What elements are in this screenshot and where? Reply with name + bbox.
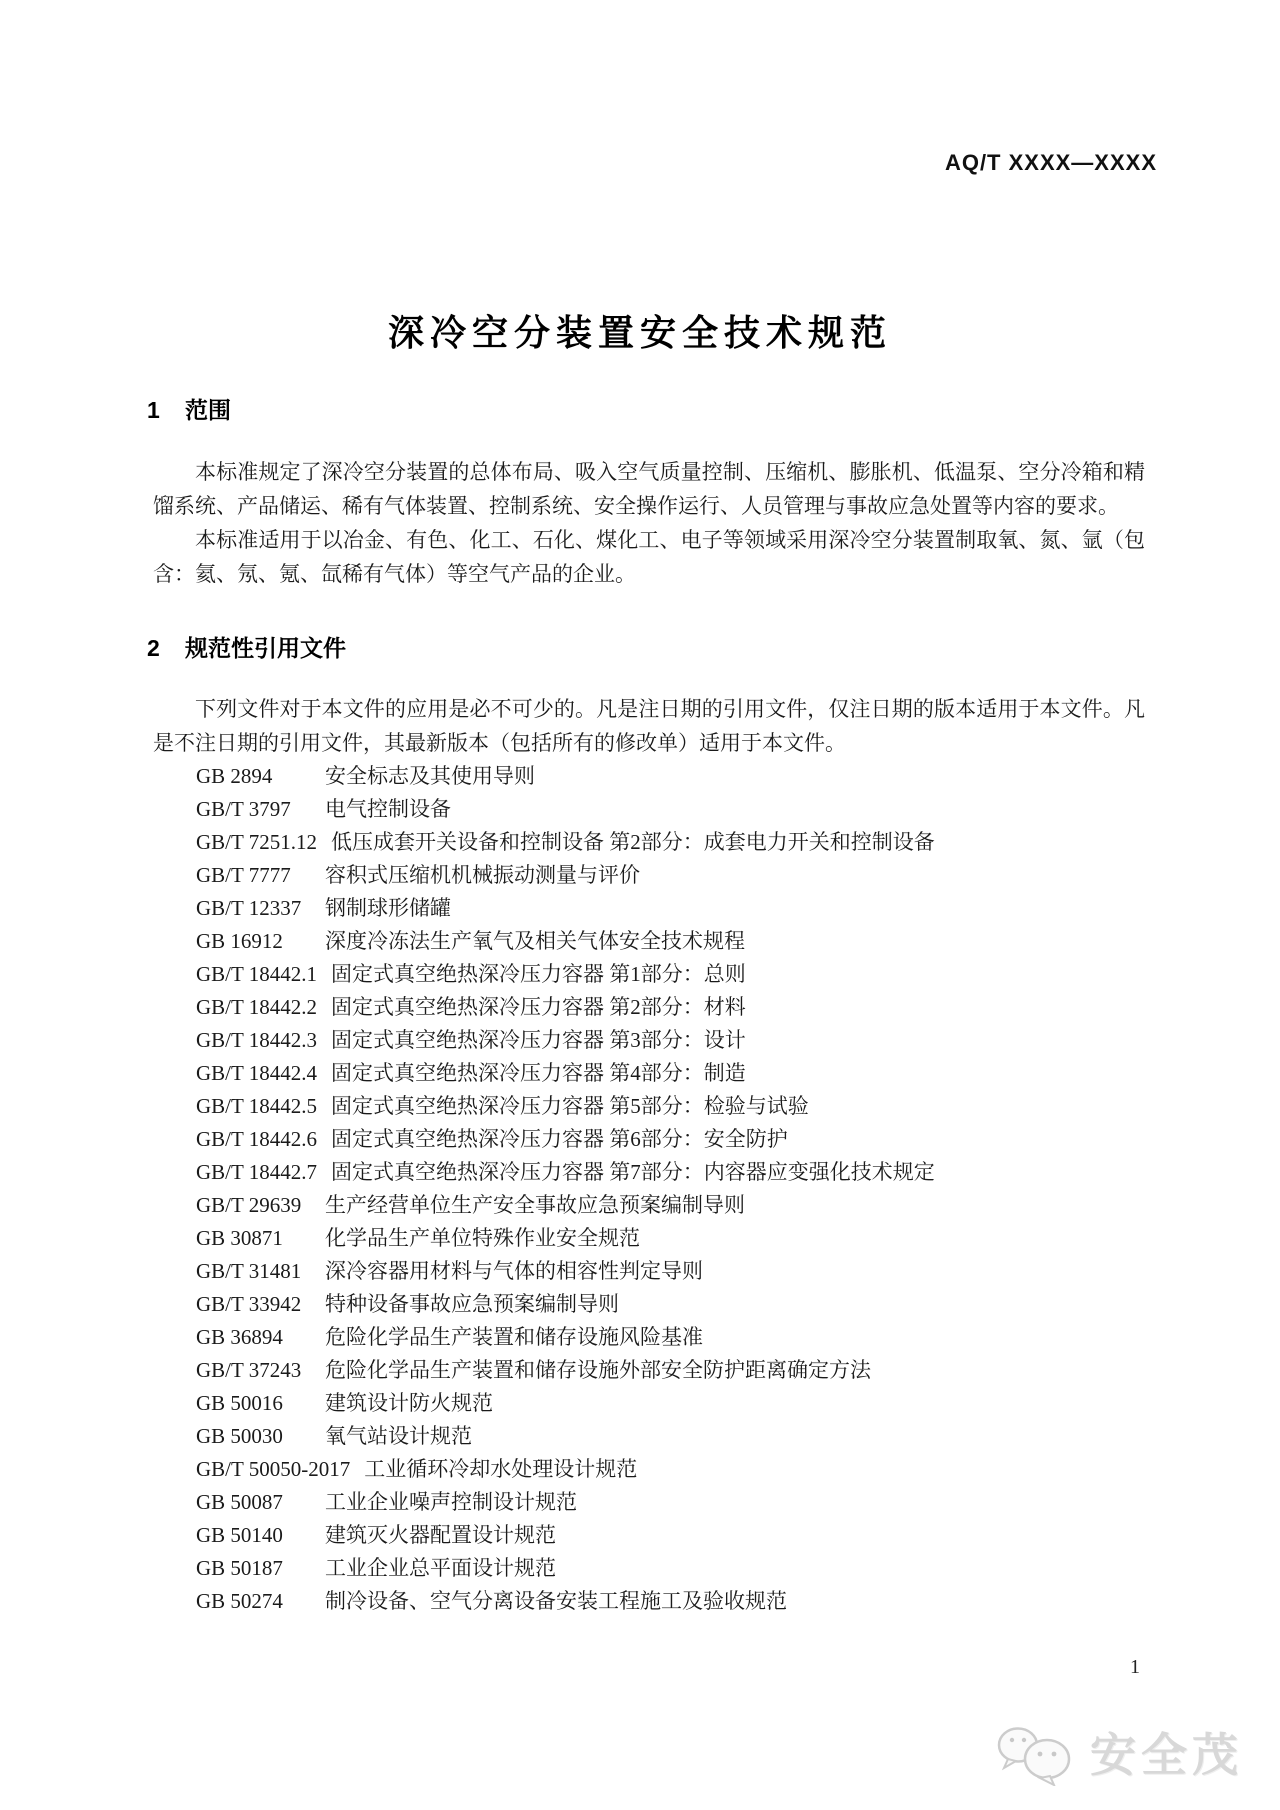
reference-code: GB 16912: [196, 929, 283, 953]
reference-title: 固定式真空绝热深冷压力容器 第5部分：检验与试验: [330, 1094, 809, 1118]
section-number: 1: [147, 397, 160, 423]
reference-title: 固定式真空绝热深冷压力容器 第3部分：设计: [330, 1028, 746, 1052]
reference-item: [196, 1024, 1145, 1057]
reference-title: 工业企业噪声控制设计规范: [325, 1490, 577, 1514]
reference-code: GB 50274: [196, 1589, 283, 1613]
reference-code: GB/T 18442.2: [196, 995, 317, 1019]
reference-title: 固定式真空绝热深冷压力容器 第4部分：制造: [330, 1061, 746, 1085]
wechat-logo-icon: [994, 1724, 1080, 1786]
reference-item: [196, 1123, 1145, 1156]
reference-title: 建筑设计防火规范: [325, 1391, 493, 1415]
paragraph: 本标准适用于以冶金、有色、化工、石化、煤化工、电子等领域采用深冷空分装置制取氧、氮、氩（包含：氦、氖、氪、氙稀有气体）等空气产品的企业。: [153, 528, 1145, 586]
reference-code: GB/T 50050-2017: [196, 1457, 351, 1481]
reference-item: [196, 1156, 1145, 1189]
reference-code: GB 50087: [196, 1490, 283, 1514]
reference-title: 建筑灭火器配置设计规范: [325, 1523, 556, 1547]
reference-code: GB/T 12337: [196, 896, 302, 920]
reference-item: [196, 1057, 1145, 1090]
reference-item: [196, 859, 1145, 892]
reference-item: [196, 1453, 1145, 1486]
reference-title: 工业企业总平面设计规范: [325, 1556, 556, 1580]
reference-code: GB/T 29639: [196, 1193, 302, 1217]
reference-code: GB 50016: [196, 1391, 283, 1415]
references-list: [153, 760, 1145, 1618]
reference-title: 生产经营单位生产安全事故应急预案编制导则: [325, 1193, 745, 1217]
reference-title: 工业循环冷却水处理设计规范: [364, 1457, 638, 1481]
reference-code: GB/T 3797: [196, 797, 291, 821]
reference-title: 特种设备事故应急预案编制导则: [325, 1292, 619, 1316]
reference-code: GB 50187: [196, 1556, 283, 1580]
reference-item: [196, 1255, 1145, 1288]
reference-item: [196, 1519, 1145, 1552]
reference-title: 化学品生产单位特殊作业安全规范: [325, 1226, 640, 1250]
watermark: [994, 1724, 1243, 1786]
reference-code: GB 36894: [196, 1325, 283, 1349]
reference-item: [196, 991, 1145, 1024]
reference-title: 电气控制设备: [325, 797, 451, 821]
reference-title: 固定式真空绝热深冷压力容器 第2部分：材料: [330, 995, 746, 1019]
paragraph: 下列文件对于本文件的应用是必不可少的。凡是注日期的引用文件，仅注日期的版本适用于本文件。凡是不注日期的引用文件，其最新版本（包括所有的修改单）适用于本文件。: [153, 697, 1145, 755]
reference-title: 固定式真空绝热深冷压力容器 第7部分：内容器应变强化技术规定: [330, 1160, 935, 1184]
reference-title: 固定式真空绝热深冷压力容器 第1部分：总则: [330, 962, 746, 986]
reference-title: 固定式真空绝热深冷压力容器 第6部分：安全防护: [330, 1127, 788, 1151]
reference-item: [196, 958, 1145, 991]
reference-item: [196, 1321, 1145, 1354]
references-block: [153, 692, 1145, 1618]
section-heading-normative-references: [147, 630, 346, 663]
watermark-text: 安全茂: [1090, 1729, 1243, 1781]
standard-code-header: AQ/T XXXX—XXXX: [944, 150, 1157, 175]
reference-code: GB/T 31481: [196, 1259, 302, 1283]
reference-title: 安全标志及其使用导则: [325, 764, 535, 788]
page-title: 深冷空分装置安全技术规范: [387, 312, 892, 354]
reference-code: GB/T 18442.7: [196, 1160, 317, 1184]
section-heading-label: 规范性引用文件: [185, 635, 346, 661]
reference-code: GB/T 18442.4: [196, 1061, 317, 1085]
reference-code: GB 30871: [196, 1226, 283, 1250]
reference-code: GB 50140: [196, 1523, 283, 1547]
reference-code: GB/T 7777: [196, 863, 291, 887]
reference-item: [196, 1090, 1145, 1123]
reference-item: [196, 1585, 1145, 1618]
reference-code: GB/T 18442.6: [196, 1127, 317, 1151]
reference-title: 危险化学品生产装置和储存设施风险基准: [325, 1325, 703, 1349]
reference-title: 制冷设备、空气分离设备安装工程施工及验收规范: [325, 1589, 787, 1613]
reference-item: [196, 1288, 1145, 1321]
scope-paragraphs: [153, 455, 1145, 591]
reference-title: 氧气站设计规范: [325, 1424, 472, 1448]
reference-title: 深度冷冻法生产氧气及相关气体安全技术规程: [325, 929, 745, 953]
reference-title: 危险化学品生产装置和储存设施外部安全防护距离确定方法: [325, 1358, 871, 1382]
reference-code: GB/T 18442.5: [196, 1094, 317, 1118]
reference-item: [196, 1222, 1145, 1255]
reference-code: GB 50030: [196, 1424, 283, 1448]
reference-code: GB/T 37243: [196, 1358, 302, 1382]
reference-item: [196, 760, 1145, 793]
reference-item: [196, 1189, 1145, 1222]
reference-title: 容积式压缩机机械振动测量与评价: [325, 863, 640, 887]
reference-item: [196, 1552, 1145, 1585]
reference-code: GB/T 33942: [196, 1292, 302, 1316]
section-number: 2: [147, 635, 160, 661]
reference-item: [196, 793, 1145, 826]
reference-code: GB 2894: [196, 764, 273, 788]
reference-item: [196, 925, 1145, 958]
reference-title: 钢制球形储罐: [325, 896, 451, 920]
reference-code: GB/T 18442.3: [196, 1028, 317, 1052]
paragraph: 本标准规定了深冷空分装置的总体布局、吸入空气质量控制、压缩机、膨胀机、低温泵、空分冷箱和精馏系统、产品储运、稀有气体装置、控制系统、安全操作运行、人员管理与事故应急处置等内容的要求。: [153, 460, 1145, 518]
reference-title: 深冷容器用材料与气体的相容性判定导则: [325, 1259, 703, 1283]
reference-code: GB/T 18442.1: [196, 962, 317, 986]
page-number: 1: [1130, 1656, 1140, 1678]
reference-item: [196, 1420, 1145, 1453]
reference-item: [196, 1354, 1145, 1387]
reference-code: GB/T 7251.12: [196, 830, 317, 854]
section-heading-scope: [147, 392, 231, 425]
reference-item: [196, 1486, 1145, 1519]
reference-item: [196, 892, 1145, 925]
reference-item: [196, 1387, 1145, 1420]
reference-item: [196, 826, 1145, 859]
section-heading-label: 范围: [185, 397, 231, 423]
reference-title: 低压成套开关设备和控制设备 第2部分：成套电力开关和控制设备: [330, 830, 935, 854]
